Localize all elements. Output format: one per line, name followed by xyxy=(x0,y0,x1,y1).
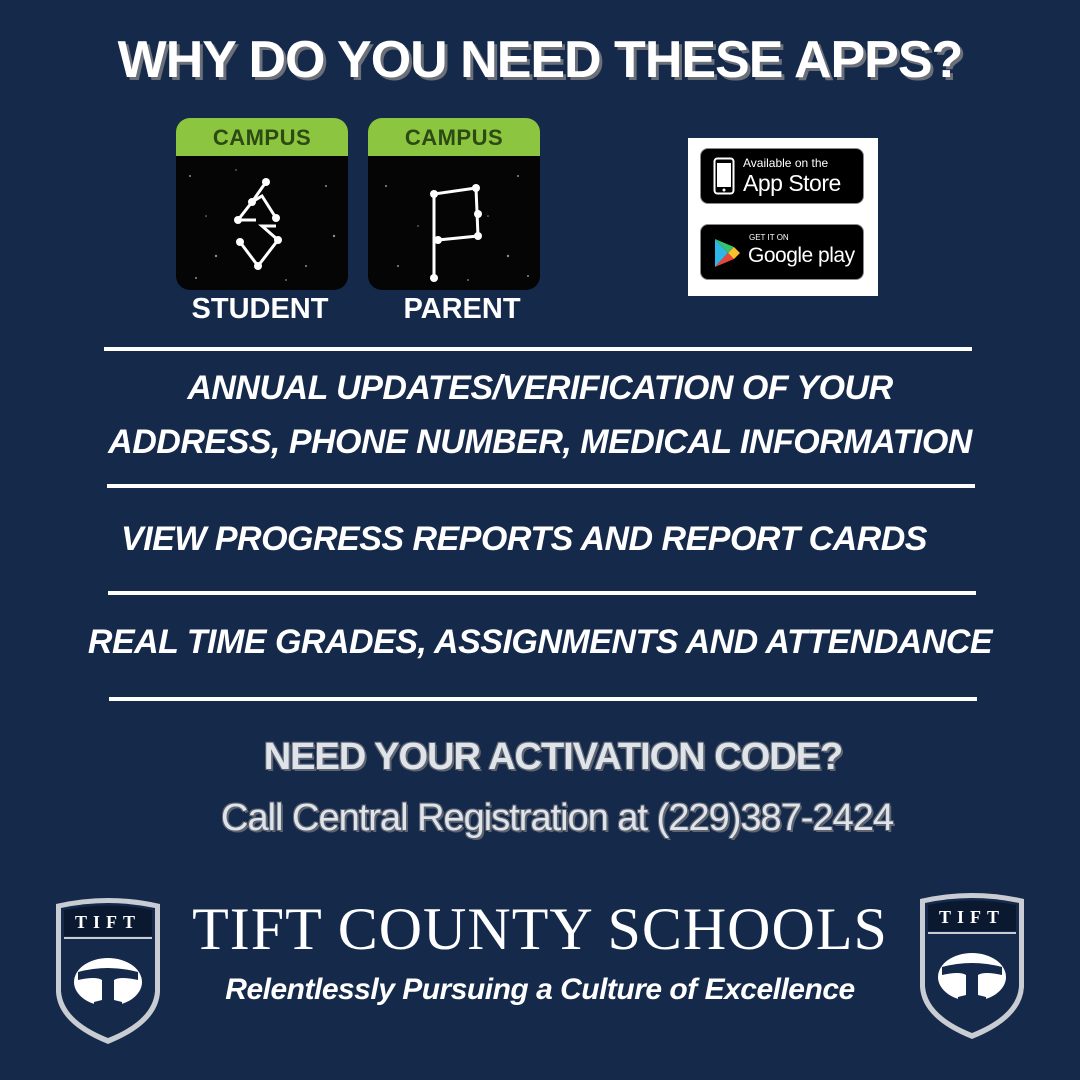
parent-caption: PARENT xyxy=(403,293,521,325)
app-store-badge[interactable] xyxy=(700,148,864,204)
feature-annual-updates-line1: ANNUAL UPDATES/VERIFICATION OF YOUR xyxy=(187,369,893,407)
phone-icon xyxy=(713,157,735,195)
divider xyxy=(109,697,977,701)
google-play-big-text: Google play xyxy=(748,244,855,267)
activation-code-heading: NEED YOUR ACTIVATION CODE? xyxy=(263,736,843,778)
app-band-label: CAMPUS xyxy=(368,118,540,156)
divider xyxy=(108,591,976,595)
app-store-big-text: App Store xyxy=(743,170,841,196)
divider xyxy=(104,347,972,351)
google-play-small-text: GET IT ON xyxy=(749,233,789,242)
google-play-badge[interactable] xyxy=(700,224,864,280)
campus-parent-app-icon[interactable] xyxy=(368,118,540,290)
campus-student-constellation-icon xyxy=(176,156,348,290)
page-title: WHY DO YOU NEED THESE APPS? xyxy=(117,31,963,89)
divider xyxy=(107,484,975,488)
shield-text: TIFT xyxy=(938,907,1006,927)
shield-text: TIFT xyxy=(74,912,142,932)
district-tagline: Relentlessly Pursuing a Culture of Excellence xyxy=(225,973,855,1006)
district-name: TIFT COUNTY SCHOOLS xyxy=(192,896,888,962)
google-play-icon xyxy=(713,238,741,268)
central-registration-phone: Call Central Registration at (229)387-2424 xyxy=(221,797,893,839)
campus-student-app-icon[interactable] xyxy=(176,118,348,290)
feature-real-time-grades: REAL TIME GRADES, ASSIGNMENTS AND ATTENDANCE xyxy=(87,623,993,661)
store-badges xyxy=(688,138,878,296)
student-caption: STUDENT xyxy=(191,293,329,325)
campus-parent-constellation-icon xyxy=(368,156,540,290)
app-band-label: CAMPUS xyxy=(176,118,348,156)
app-store-small-text: Available on the xyxy=(743,156,829,170)
feature-annual-updates-line2: ADDRESS, PHONE NUMBER, MEDICAL INFORMATION xyxy=(108,423,972,461)
feature-progress-reports: VIEW PROGRESS REPORTS AND REPORT CARDS xyxy=(121,520,927,558)
